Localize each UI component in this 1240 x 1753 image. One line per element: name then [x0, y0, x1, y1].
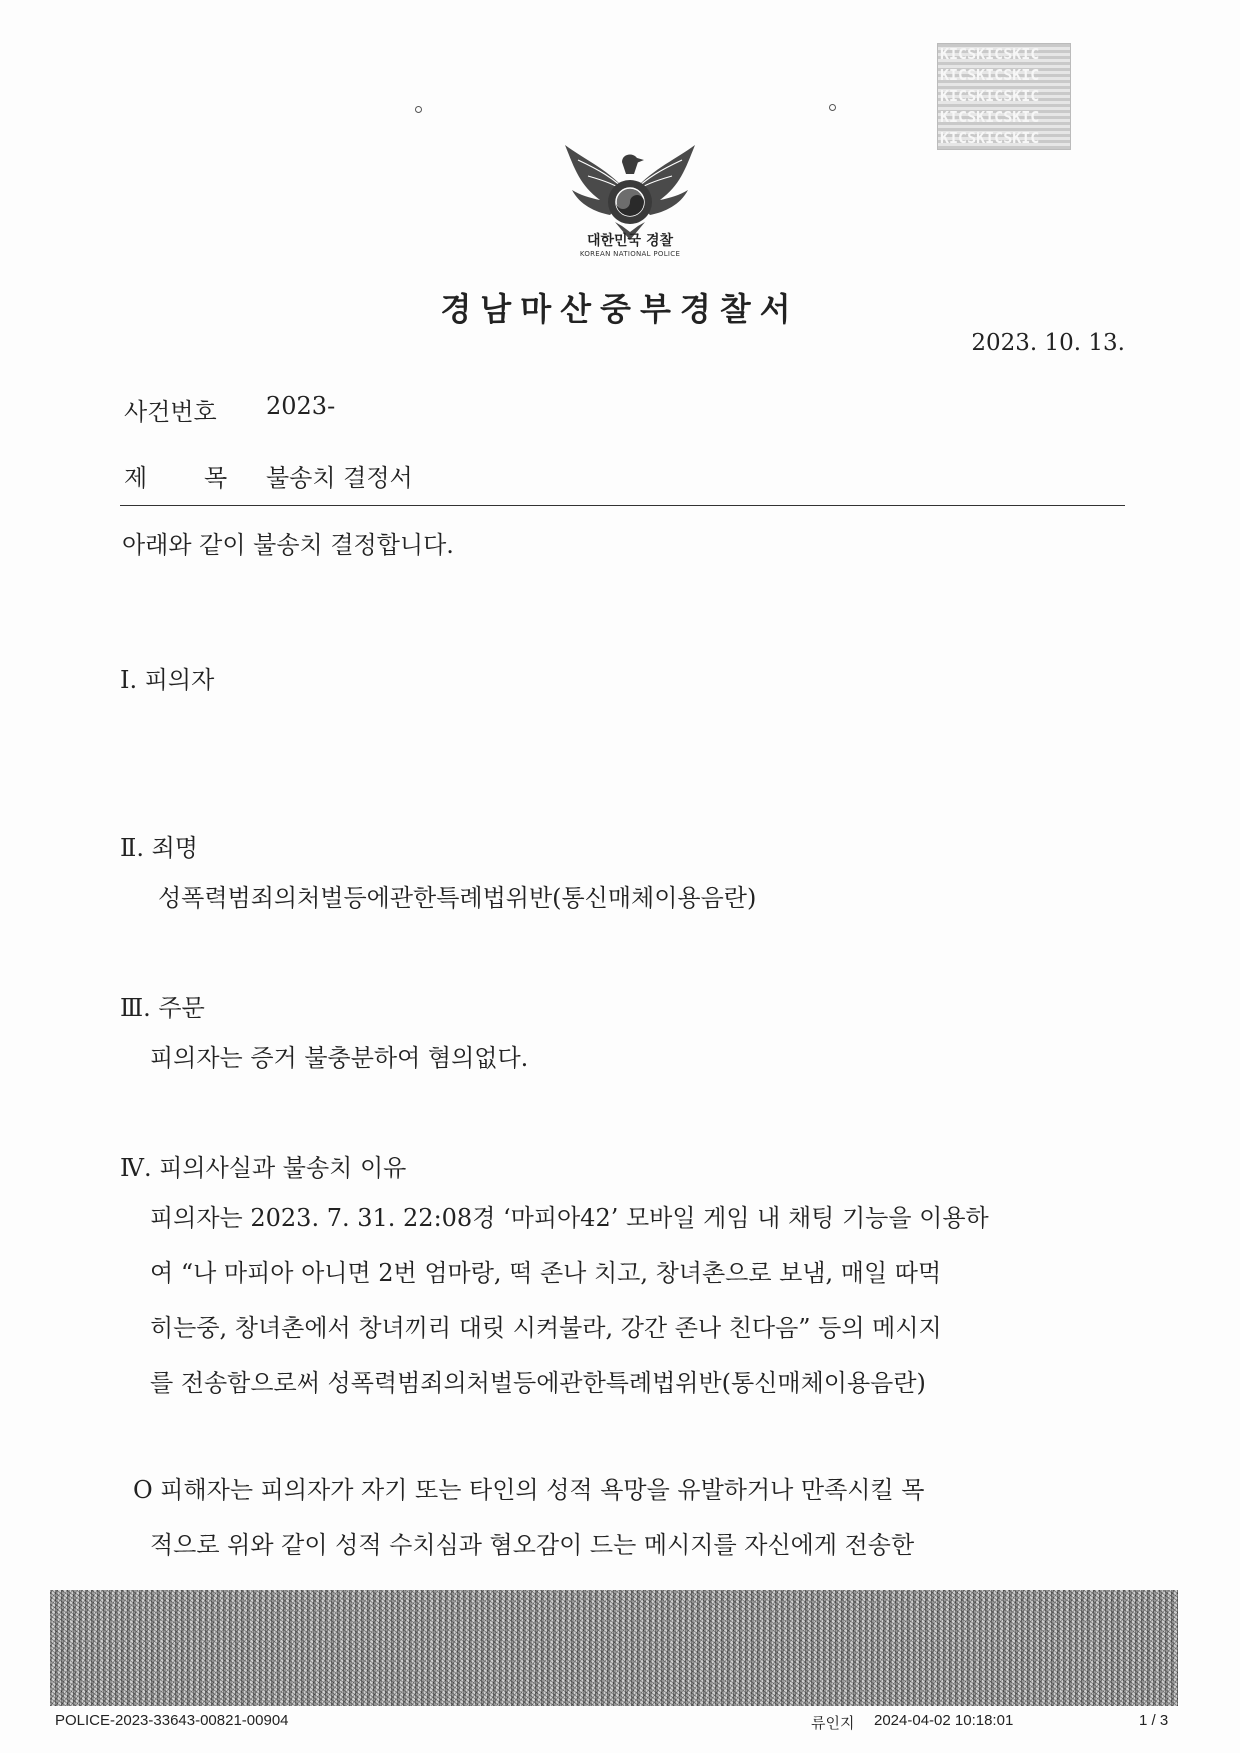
watermark-line: KICSKICSKIC: [940, 45, 1040, 63]
registration-dot: [829, 104, 836, 111]
document-date: 2023. 10. 13.: [971, 330, 1125, 356]
intro-statement: 아래와 같이 불송치 결정합니다.: [122, 531, 454, 559]
facts-line: 여 “나 마피아 아니면 2번 엄마랑, 떡 존나 치고, 창녀촌으로 보냄, 매일 따먹: [150, 1259, 942, 1287]
facts-line: 히는중, 창녀촌에서 창녀끼리 대릿 시켜불라, 강간 존나 친다음” 등의 메시지: [150, 1314, 942, 1342]
issuing-office: 경남마산중부경찰서: [440, 290, 800, 328]
facts-line: 피의자는 2023. 7. 31. 22:08경 ‘마피아42’ 모바일 게임 내 채팅 기능을 이용하: [150, 1204, 989, 1232]
charge-name: 성폭력범죄의처벌등에관한특례법위반(통신매체이용음란): [158, 884, 757, 912]
security-noise-band: [50, 1590, 1178, 1706]
title-label-second: 목: [204, 464, 228, 492]
section-charge-heading: Ⅱ. 죄명: [120, 834, 198, 862]
emblem-name-en: KOREAN NATIONAL POLICE: [579, 250, 681, 258]
case-number-label: 사건번호: [124, 398, 217, 426]
disposition-text: 피의자는 증거 불충분하여 혐의없다.: [150, 1044, 529, 1072]
emblem-name-ko: 대한민국 경찰: [586, 233, 674, 249]
print-timestamp: 2024-04-02 10:18:01: [874, 1712, 1014, 1729]
reason-line: 적으로 위와 같이 성적 수치심과 혐오감이 드는 메시지를 자신에게 전송한: [150, 1531, 915, 1559]
reason-line: O 피해자는 피의자가 자기 또는 타인의 성적 욕망을 유발하거나 만족시킬 목: [133, 1476, 925, 1504]
watermark-line: KICSKICSKIC: [940, 129, 1040, 147]
document-id: POLICE-2023-33643-00821-00904: [55, 1712, 289, 1729]
registration-dot: [415, 106, 422, 113]
kics-watermark: [937, 43, 1071, 150]
watermark-line: KICSKICSKIC: [940, 87, 1040, 105]
section-disposition-heading: Ⅲ. 주문: [120, 994, 205, 1022]
title-label-first: 제: [124, 464, 148, 492]
document-title: 불송치 결정서: [266, 464, 413, 492]
section-facts-heading: Ⅳ. 피의사실과 불송치 이유: [120, 1154, 407, 1182]
section-suspect-heading: Ⅰ. 피의자: [120, 666, 215, 694]
print-label: 류인지: [811, 1715, 855, 1732]
watermark-line: KICSKICSKIC: [940, 66, 1040, 84]
watermark-line: KICSKICSKIC: [940, 108, 1040, 126]
facts-line: 를 전송함으로써 성폭력범죄의처벌등에관한특례법위반(통신매체이용음란): [150, 1369, 926, 1397]
case-number-value: 2023-: [266, 392, 336, 420]
header-divider: [120, 505, 1125, 506]
page-number: 1 / 3: [1139, 1712, 1169, 1729]
